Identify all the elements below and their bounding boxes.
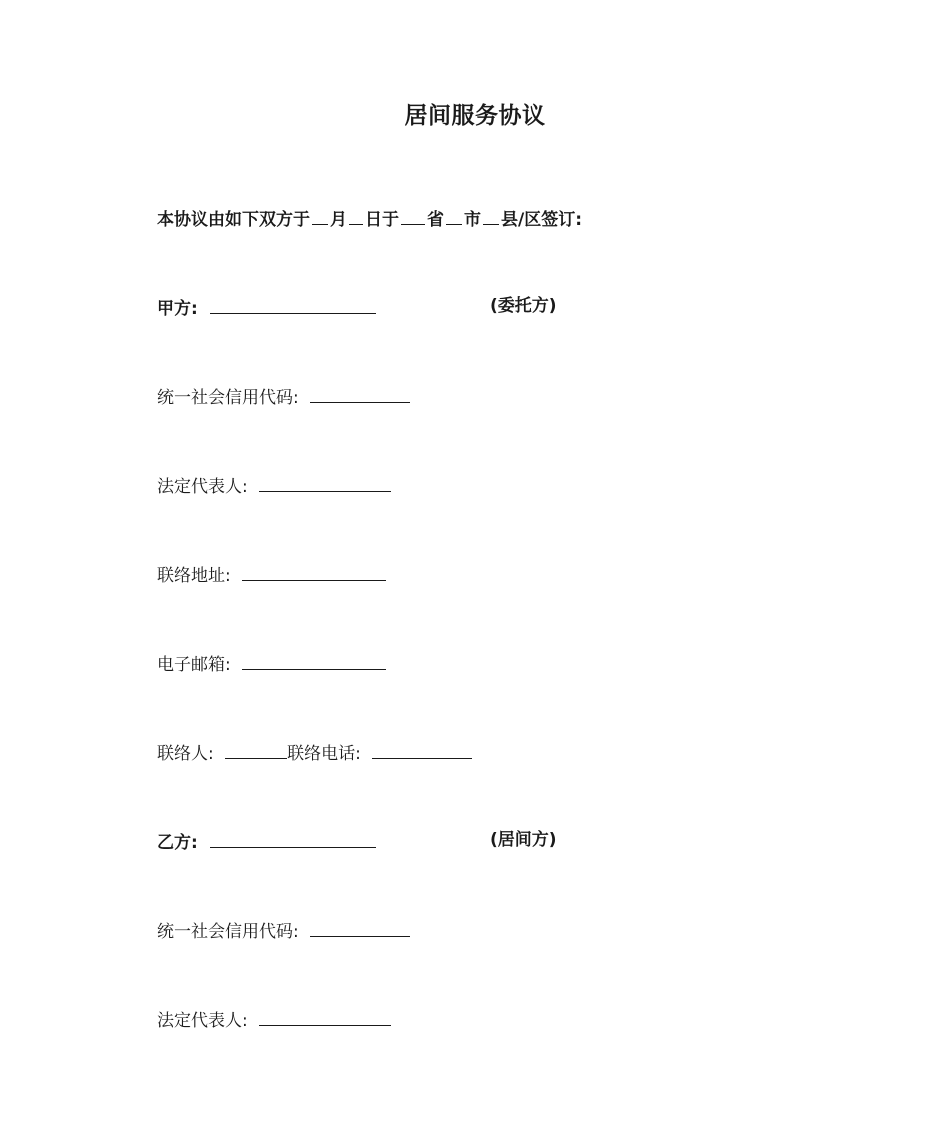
party-a-label: 甲方: (157, 299, 198, 319)
signing-statement (157, 205, 582, 229)
party-b-legal-rep-line (157, 1006, 391, 1030)
party-b-label: 乙方: (157, 833, 198, 853)
party-a-email-blank[interactable] (242, 650, 386, 670)
month-blank[interactable] (349, 205, 363, 225)
signing-text-city: 市 (464, 210, 481, 230)
party-a-legal-rep-line (157, 472, 391, 496)
signing-text-day: 日于 (365, 210, 399, 230)
party-b-credit-code-line (157, 917, 410, 941)
party-a-credit-code-label: 统一社会信用代码: (157, 388, 299, 408)
year-blank[interactable] (312, 205, 328, 225)
party-a-credit-code-blank[interactable] (310, 383, 410, 403)
county-blank[interactable] (483, 205, 499, 225)
party-a-legal-rep-blank[interactable] (259, 472, 391, 492)
province-blank[interactable] (401, 205, 425, 225)
party-a-address-line (157, 561, 386, 585)
party-a-email-line (157, 650, 386, 674)
signing-text-county: 县/区签订: (501, 210, 583, 230)
party-a-phone-blank[interactable] (372, 739, 472, 759)
party-b-legal-rep-blank[interactable] (259, 1006, 391, 1026)
party-a-contact-label: 联络人: (157, 744, 214, 764)
party-b-role: (居间方) (490, 830, 557, 850)
party-b-legal-rep-label: 法定代表人: (157, 1011, 248, 1031)
party-b-credit-code-label: 统一社会信用代码: (157, 922, 299, 942)
party-a-email-label: 电子邮箱: (157, 655, 231, 675)
party-a-legal-rep-label: 法定代表人: (157, 477, 248, 497)
party-a-address-label: 联络地址: (157, 566, 231, 586)
party-a-address-blank[interactable] (242, 561, 386, 581)
city-blank[interactable] (446, 205, 462, 225)
document-title: 居间服务协议 (404, 103, 546, 129)
party-b-credit-code-blank[interactable] (310, 917, 410, 937)
party-a-role: (委托方) (490, 296, 557, 316)
party-a-contact-blank[interactable] (225, 739, 287, 759)
party-a-line (157, 294, 376, 318)
party-b-line (157, 828, 376, 852)
party-a-phone-label: 联络电话: (287, 744, 361, 764)
party-a-name-blank[interactable] (210, 294, 376, 314)
party-a-credit-code-line (157, 383, 410, 407)
party-b-name-blank[interactable] (210, 828, 376, 848)
signing-text-province: 省 (427, 210, 444, 230)
party-a-contact-line (157, 739, 472, 763)
signing-text-intro: 本协议由如下双方于 (157, 210, 310, 230)
signing-text-month: 月 (330, 210, 347, 230)
